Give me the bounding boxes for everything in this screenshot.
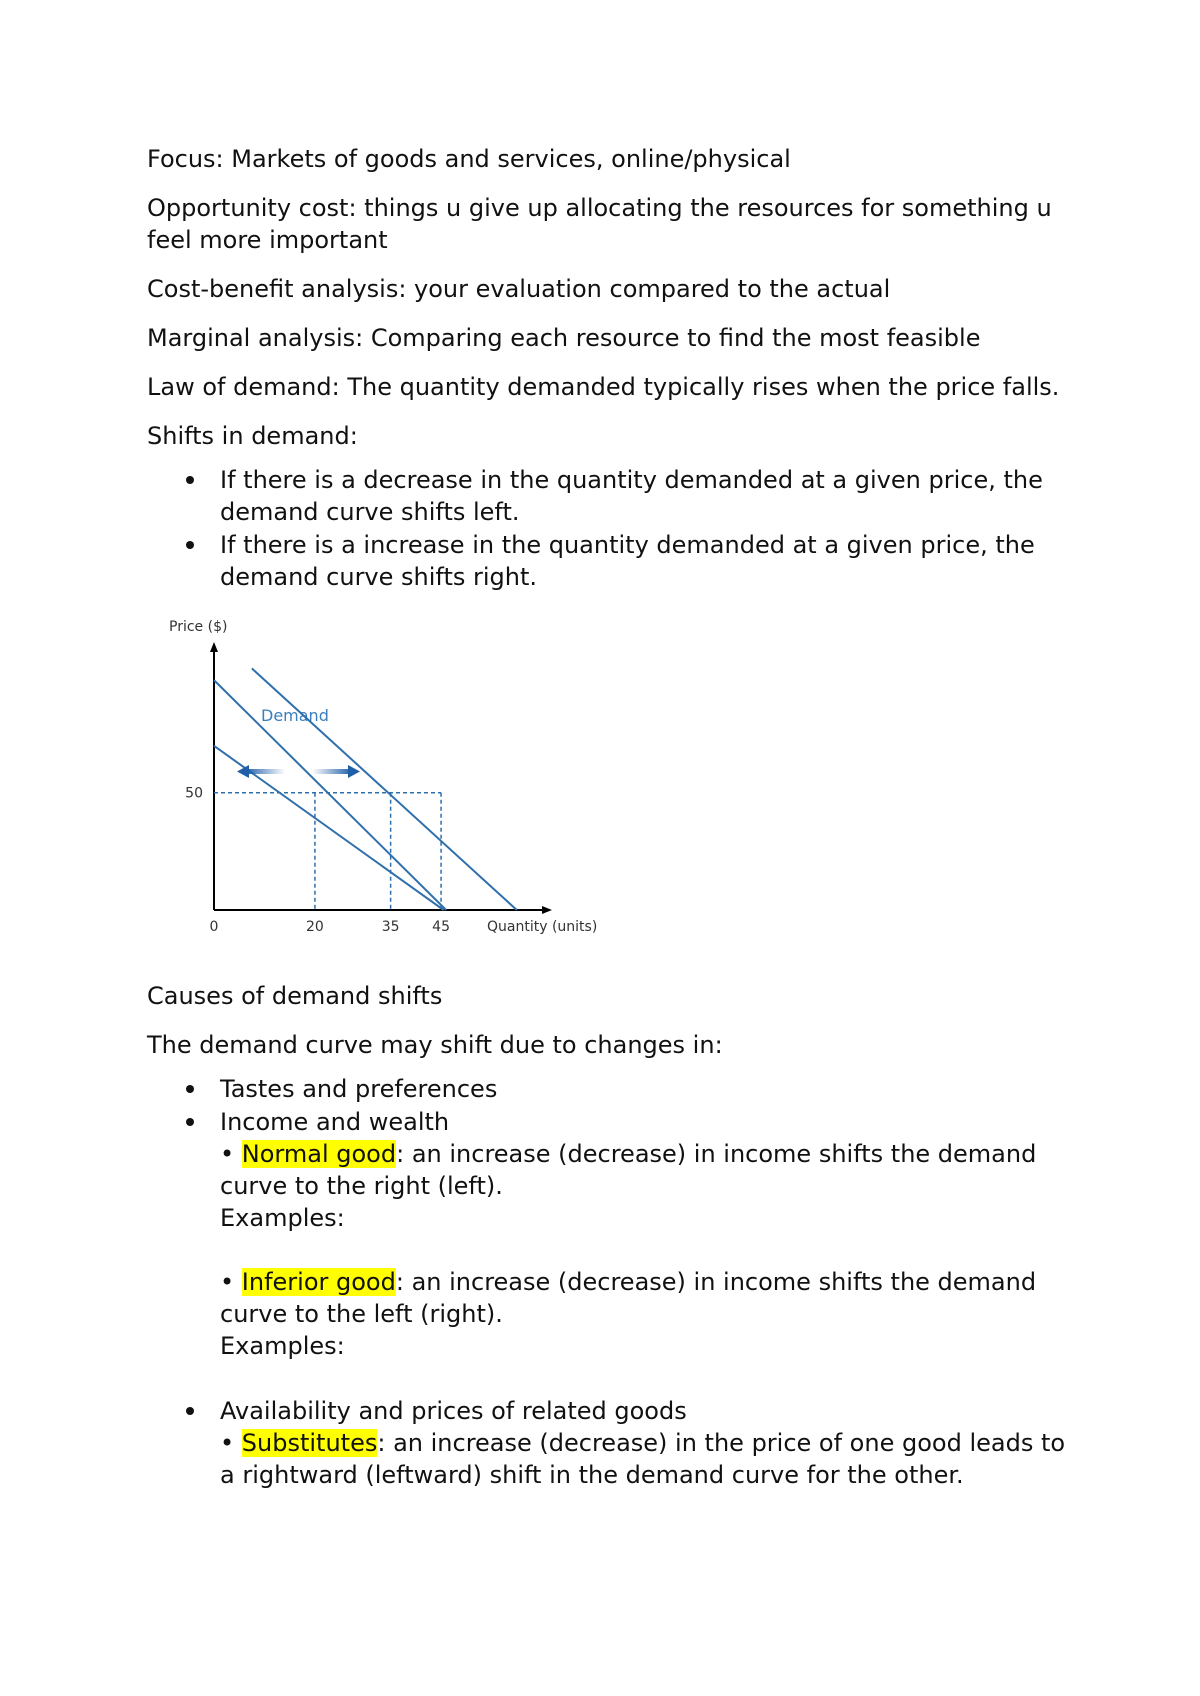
x-tick-label: 35 <box>381 919 400 935</box>
x-tick-label: 0 <box>209 919 219 935</box>
causes-intro: The demand curve may shift due to changes in: <box>147 1031 723 1059</box>
blank-line <box>220 1362 1067 1394</box>
causes-bullet-list <box>147 1073 1067 1491</box>
demand-chart-svg <box>157 610 607 960</box>
substitutes-bullet: • <box>220 1429 242 1457</box>
demand-curve-3 <box>252 668 517 910</box>
cause-income-label: Income and wealth <box>220 1108 450 1136</box>
x-tick-label: 20 <box>306 919 324 935</box>
shift-bullet-left: If there is a decrease in the quantity demanded at a given price, the demand curve shifts left. <box>220 464 1067 528</box>
normal-good-text: : an increase (decrease) in income shifts the demand curve to the right (left). <box>220 1140 1037 1200</box>
demand-curve-2 <box>214 680 446 910</box>
normal-good-bullet: • <box>220 1140 242 1168</box>
cause-related-goods <box>220 1395 1067 1491</box>
y-tick-label: 50 <box>185 785 203 802</box>
demand-shift-chart <box>157 610 607 960</box>
examples-normal: Examples: <box>220 1204 345 1232</box>
inferior-good-item <box>220 1266 1067 1330</box>
shifts-heading: Shifts in demand: <box>147 422 358 450</box>
document-content <box>147 143 1067 1508</box>
cost-benefit-paragraph: Cost-benefit analysis: your evaluation compared to the actual <box>147 275 891 303</box>
inferior-good-text: : an increase (decrease) in income shifts the demand curve to the left (right). <box>220 1268 1037 1328</box>
x-tick-label: 45 <box>432 919 450 935</box>
inferior-good-bullet: • <box>220 1268 242 1296</box>
marginal-analysis-paragraph: Marginal analysis: Comparing each resource to find the most feasible <box>147 324 981 352</box>
examples-inferior: Examples: <box>220 1332 345 1360</box>
shift-bullet-right: If there is a increase in the quantity demanded at a given price, the demand curve shifts right. <box>220 529 1067 593</box>
normal-good-item <box>220 1138 1067 1202</box>
cause-related-label: Availability and prices of related goods <box>220 1397 687 1425</box>
substitutes-item <box>220 1427 1067 1491</box>
cause-tastes: Tastes and preferences <box>220 1073 1067 1105</box>
shift-bullet-list <box>147 464 1067 593</box>
demand-annotation: Demand <box>261 706 329 725</box>
shift-right-arrow <box>312 765 360 778</box>
law-of-demand-paragraph: Law of demand: The quantity demanded typically rises when the price falls. <box>147 373 1060 401</box>
blank-line <box>220 1234 1067 1266</box>
y-axis-label: Price ($) <box>169 619 228 635</box>
cause-income <box>220 1106 1067 1394</box>
normal-good-term: Normal good <box>241 1140 397 1168</box>
substitutes-text: : an increase (decrease) in the price of one good leads to a rightward (leftward) shift in the demand curve for the other. <box>220 1429 1066 1489</box>
causes-heading: Causes of demand shifts <box>147 982 443 1010</box>
y-axis-arrowhead <box>210 642 218 652</box>
x-axis-label: Quantity (units) <box>487 919 598 935</box>
substitutes-term: Substitutes <box>241 1429 378 1457</box>
opportunity-cost-paragraph: Opportunity cost: things u give up allocating the resources for something u feel more important <box>147 194 1052 254</box>
focus-paragraph: Focus: Markets of goods and services, online/physical <box>147 145 791 173</box>
x-axis-arrowhead <box>542 906 552 914</box>
inferior-good-term: Inferior good <box>241 1268 396 1296</box>
